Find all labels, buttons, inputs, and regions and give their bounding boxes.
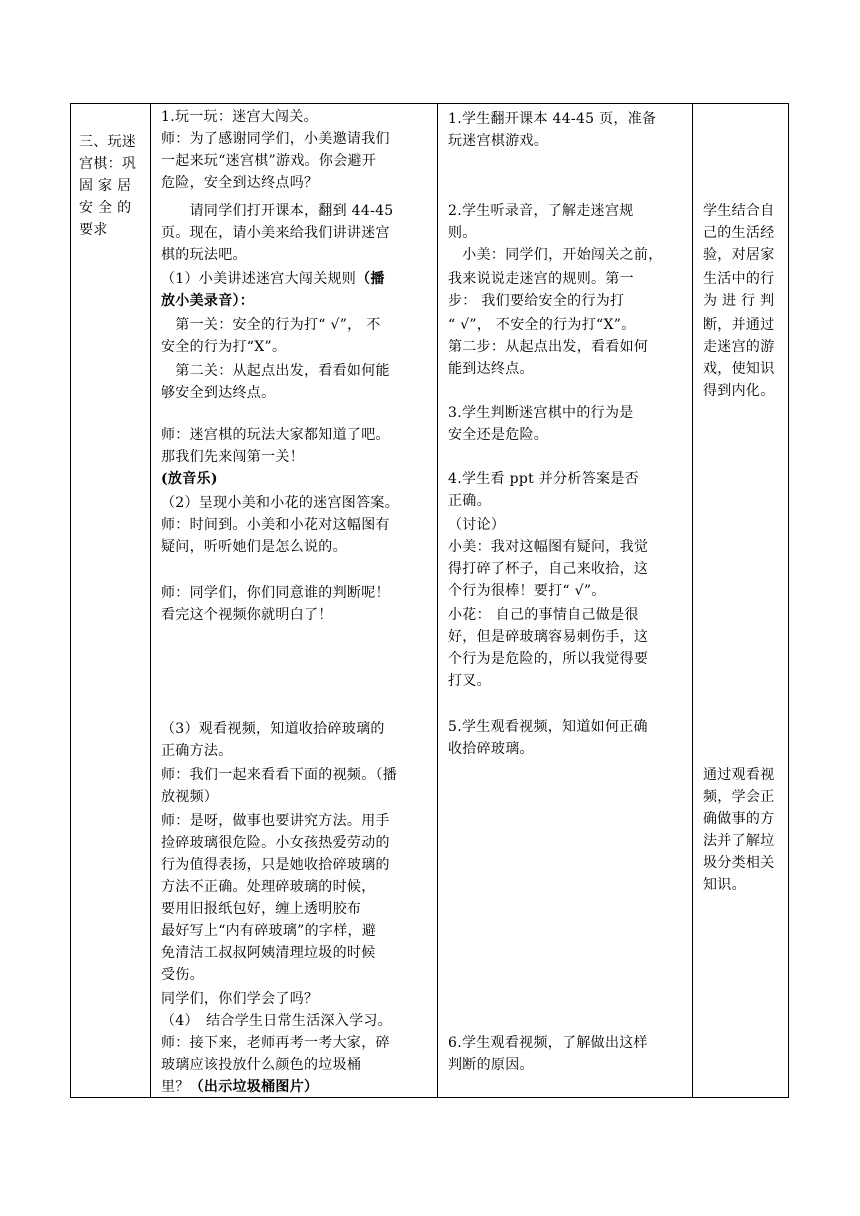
section-title-cell bbox=[71, 104, 151, 1098]
teacher-line: (放音乐) bbox=[161, 471, 218, 487]
teacher-line: 页。现在，请小美来给我们讲讲迷宫 bbox=[161, 225, 390, 241]
teacher-line: 师：是呀，做事也要讲究方法。用手 bbox=[161, 813, 390, 829]
intent-line: 为 进 行 判 bbox=[703, 293, 775, 309]
student-line: 第二步：从起点出发，看看如何 bbox=[448, 339, 649, 355]
teacher-activity-cell bbox=[151, 104, 438, 1098]
teacher-line: 师：我们一起来看看下面的视频。（播 bbox=[161, 767, 398, 783]
student-line: 小美：我对这幅图有疑问，我觉 bbox=[448, 539, 649, 555]
intent-line: 法并了解垃 bbox=[703, 833, 775, 849]
teacher-line: 危险，安全到达终点吗？ bbox=[161, 175, 319, 191]
teacher-line: 疑问，听听她们是怎么说的。 bbox=[161, 539, 347, 555]
student-line: 个行为是危险的，所以我觉得要 bbox=[448, 651, 649, 667]
student-line: 好，但是碎玻璃容易刺伤手，这 bbox=[448, 629, 649, 645]
teacher-line-text: 里？ bbox=[161, 1079, 190, 1095]
section-line: 要求 bbox=[79, 222, 108, 238]
teacher-line: （2）呈现小美和小花的迷宫图答案。 bbox=[161, 495, 400, 511]
student-line: 判断的原因。 bbox=[448, 1057, 534, 1073]
student-line: 安全还是危险。 bbox=[448, 427, 549, 443]
section-line: 三、玩迷 bbox=[79, 134, 137, 150]
intent-line: 得到内化。 bbox=[703, 383, 775, 399]
student-line: 小美：同学们，开始闯关之前， bbox=[448, 247, 663, 263]
student-line: 得打碎了杯子，自己来收拾，这 bbox=[448, 561, 649, 577]
teacher-line: 玻璃应该投放什么颜色的垃圾桶 bbox=[161, 1057, 362, 1073]
student-line: 5.学生观看视频，知道如何正确 bbox=[448, 719, 648, 735]
teacher-line: 第二关：从起点出发，看看如何能 bbox=[161, 363, 390, 379]
teacher-line: 师：接下来，老师再考一考大家，碎 bbox=[161, 1035, 390, 1051]
student-line: 2.学生听录音，了解走迷宫规 bbox=[448, 203, 634, 219]
teacher-line: 受伤。 bbox=[161, 967, 204, 983]
teacher-line: 师：为了感谢同学们，小美邀请我们 bbox=[161, 131, 390, 147]
teacher-line: 正确方法。 bbox=[161, 743, 233, 759]
intent-line: 确做事的方 bbox=[703, 811, 775, 827]
student-line: 则。 bbox=[448, 225, 477, 241]
teacher-line: 安全的行为打“X”。 bbox=[161, 339, 287, 355]
teacher-line: 请同学们打开课本，翻到 44-45 bbox=[161, 203, 394, 219]
teacher-line: 第一关：安全的行为打“ √”， 不 bbox=[161, 317, 381, 333]
lesson-plan-table bbox=[70, 103, 789, 1098]
teacher-line: 师：时间到。小美和小花对这幅图有 bbox=[161, 517, 390, 533]
teacher-line: 放视频） bbox=[161, 789, 219, 805]
design-intent-cell bbox=[693, 104, 789, 1098]
student-line: 6.学生观看视频，了解做出这样 bbox=[448, 1035, 648, 1051]
teacher-line-text: （1）小美讲述迷宫大闯关规则 bbox=[161, 271, 357, 287]
teacher-line: 师：同学们，你们同意谁的判断呢！ bbox=[161, 585, 390, 601]
table-row bbox=[71, 104, 789, 1098]
student-line: 步： 我们要给安全的行为打 bbox=[448, 293, 625, 309]
student-activity-cell bbox=[438, 104, 693, 1098]
teacher-line: （3）观看视频，知道收拾碎玻璃的 bbox=[161, 721, 385, 737]
intent-line: 走迷宫的游 bbox=[703, 339, 775, 355]
teacher-line: 棋的玩法吧。 bbox=[161, 247, 247, 263]
teacher-line: 放小美录音）： bbox=[161, 293, 255, 309]
student-line: 1.学生翻开课本 44-45 页，准备 bbox=[448, 111, 657, 127]
student-line: 能到达终点。 bbox=[448, 361, 534, 377]
teacher-line: 一起来玩“迷宫棋”游戏。你会避开 bbox=[161, 153, 377, 169]
intent-line: 戏，使知识 bbox=[703, 361, 775, 377]
teacher-line: 同学们，你们学会了吗？ bbox=[161, 991, 319, 1007]
teacher-line-bold: （播 bbox=[356, 271, 385, 287]
teacher-line: 1.玩一玩：迷宫大闯关。 bbox=[161, 109, 318, 125]
student-line: “ √”， 不安全的行为打“X”。 bbox=[448, 317, 636, 333]
teacher-line: 那我们先来闯第一关！ bbox=[161, 449, 304, 465]
teacher-line: 方法不正确。处理碎玻璃的时候， bbox=[161, 879, 376, 895]
intent-line: 通过观看视 bbox=[703, 767, 775, 783]
section-line: 宫棋：巩 bbox=[79, 156, 137, 172]
teacher-line: 最好写上“内有碎玻璃”的字样，避 bbox=[161, 923, 377, 939]
teacher-line-bold: （出示垃圾桶图片） bbox=[189, 1079, 319, 1095]
intent-line: 学生结合自 bbox=[703, 203, 775, 219]
student-line: 玩迷宫棋游戏。 bbox=[448, 133, 549, 149]
teacher-line: 师：迷宫棋的玩法大家都知道了吧。 bbox=[161, 427, 390, 443]
student-line: 我来说说走迷宫的规则。第一 bbox=[448, 271, 634, 287]
teacher-line: 行为值得表扬，只是她收拾碎玻璃的 bbox=[161, 857, 390, 873]
intent-line: 己的生活经 bbox=[703, 225, 775, 241]
student-line: 个行为很棒！要打“ √”。 bbox=[448, 583, 606, 599]
intent-line: 断，并通过 bbox=[703, 317, 775, 333]
teacher-line bbox=[161, 268, 385, 290]
section-line: 固 家 居 bbox=[79, 178, 132, 194]
student-line: 小花： 自己的事情自己做是很 bbox=[448, 607, 639, 623]
teacher-line: 够安全到达终点。 bbox=[161, 385, 276, 401]
student-line: 正确。 bbox=[448, 493, 491, 509]
student-line: 4.学生看 ppt 并分析答案是否 bbox=[448, 471, 639, 487]
intent-line: 频，学会正 bbox=[703, 789, 775, 805]
student-line: 打叉。 bbox=[448, 673, 491, 689]
student-line: 3.学生判断迷宫棋中的行为是 bbox=[448, 405, 634, 421]
section-line: 安 全 的 bbox=[79, 200, 132, 216]
intent-line: 生活中的行 bbox=[703, 271, 775, 287]
teacher-line: 免清洁工叔叔阿姨清理垃圾的时候 bbox=[161, 945, 376, 961]
intent-line: 圾分类相关 bbox=[703, 855, 775, 871]
student-line: （讨论） bbox=[448, 517, 506, 533]
student-line: 收拾碎玻璃。 bbox=[448, 741, 534, 757]
teacher-line: （4） 结合学生日常生活深入学习。 bbox=[161, 1013, 393, 1029]
teacher-line: 要用旧报纸包好，缠上透明胶布 bbox=[161, 901, 362, 917]
intent-line: 知识。 bbox=[703, 877, 746, 893]
intent-line: 验，对居家 bbox=[703, 247, 775, 263]
teacher-line bbox=[161, 1076, 318, 1098]
teacher-line: 捡碎玻璃很危险。小女孩热爱劳动的 bbox=[161, 835, 390, 851]
teacher-line: 看完这个视频你就明白了！ bbox=[161, 607, 333, 623]
